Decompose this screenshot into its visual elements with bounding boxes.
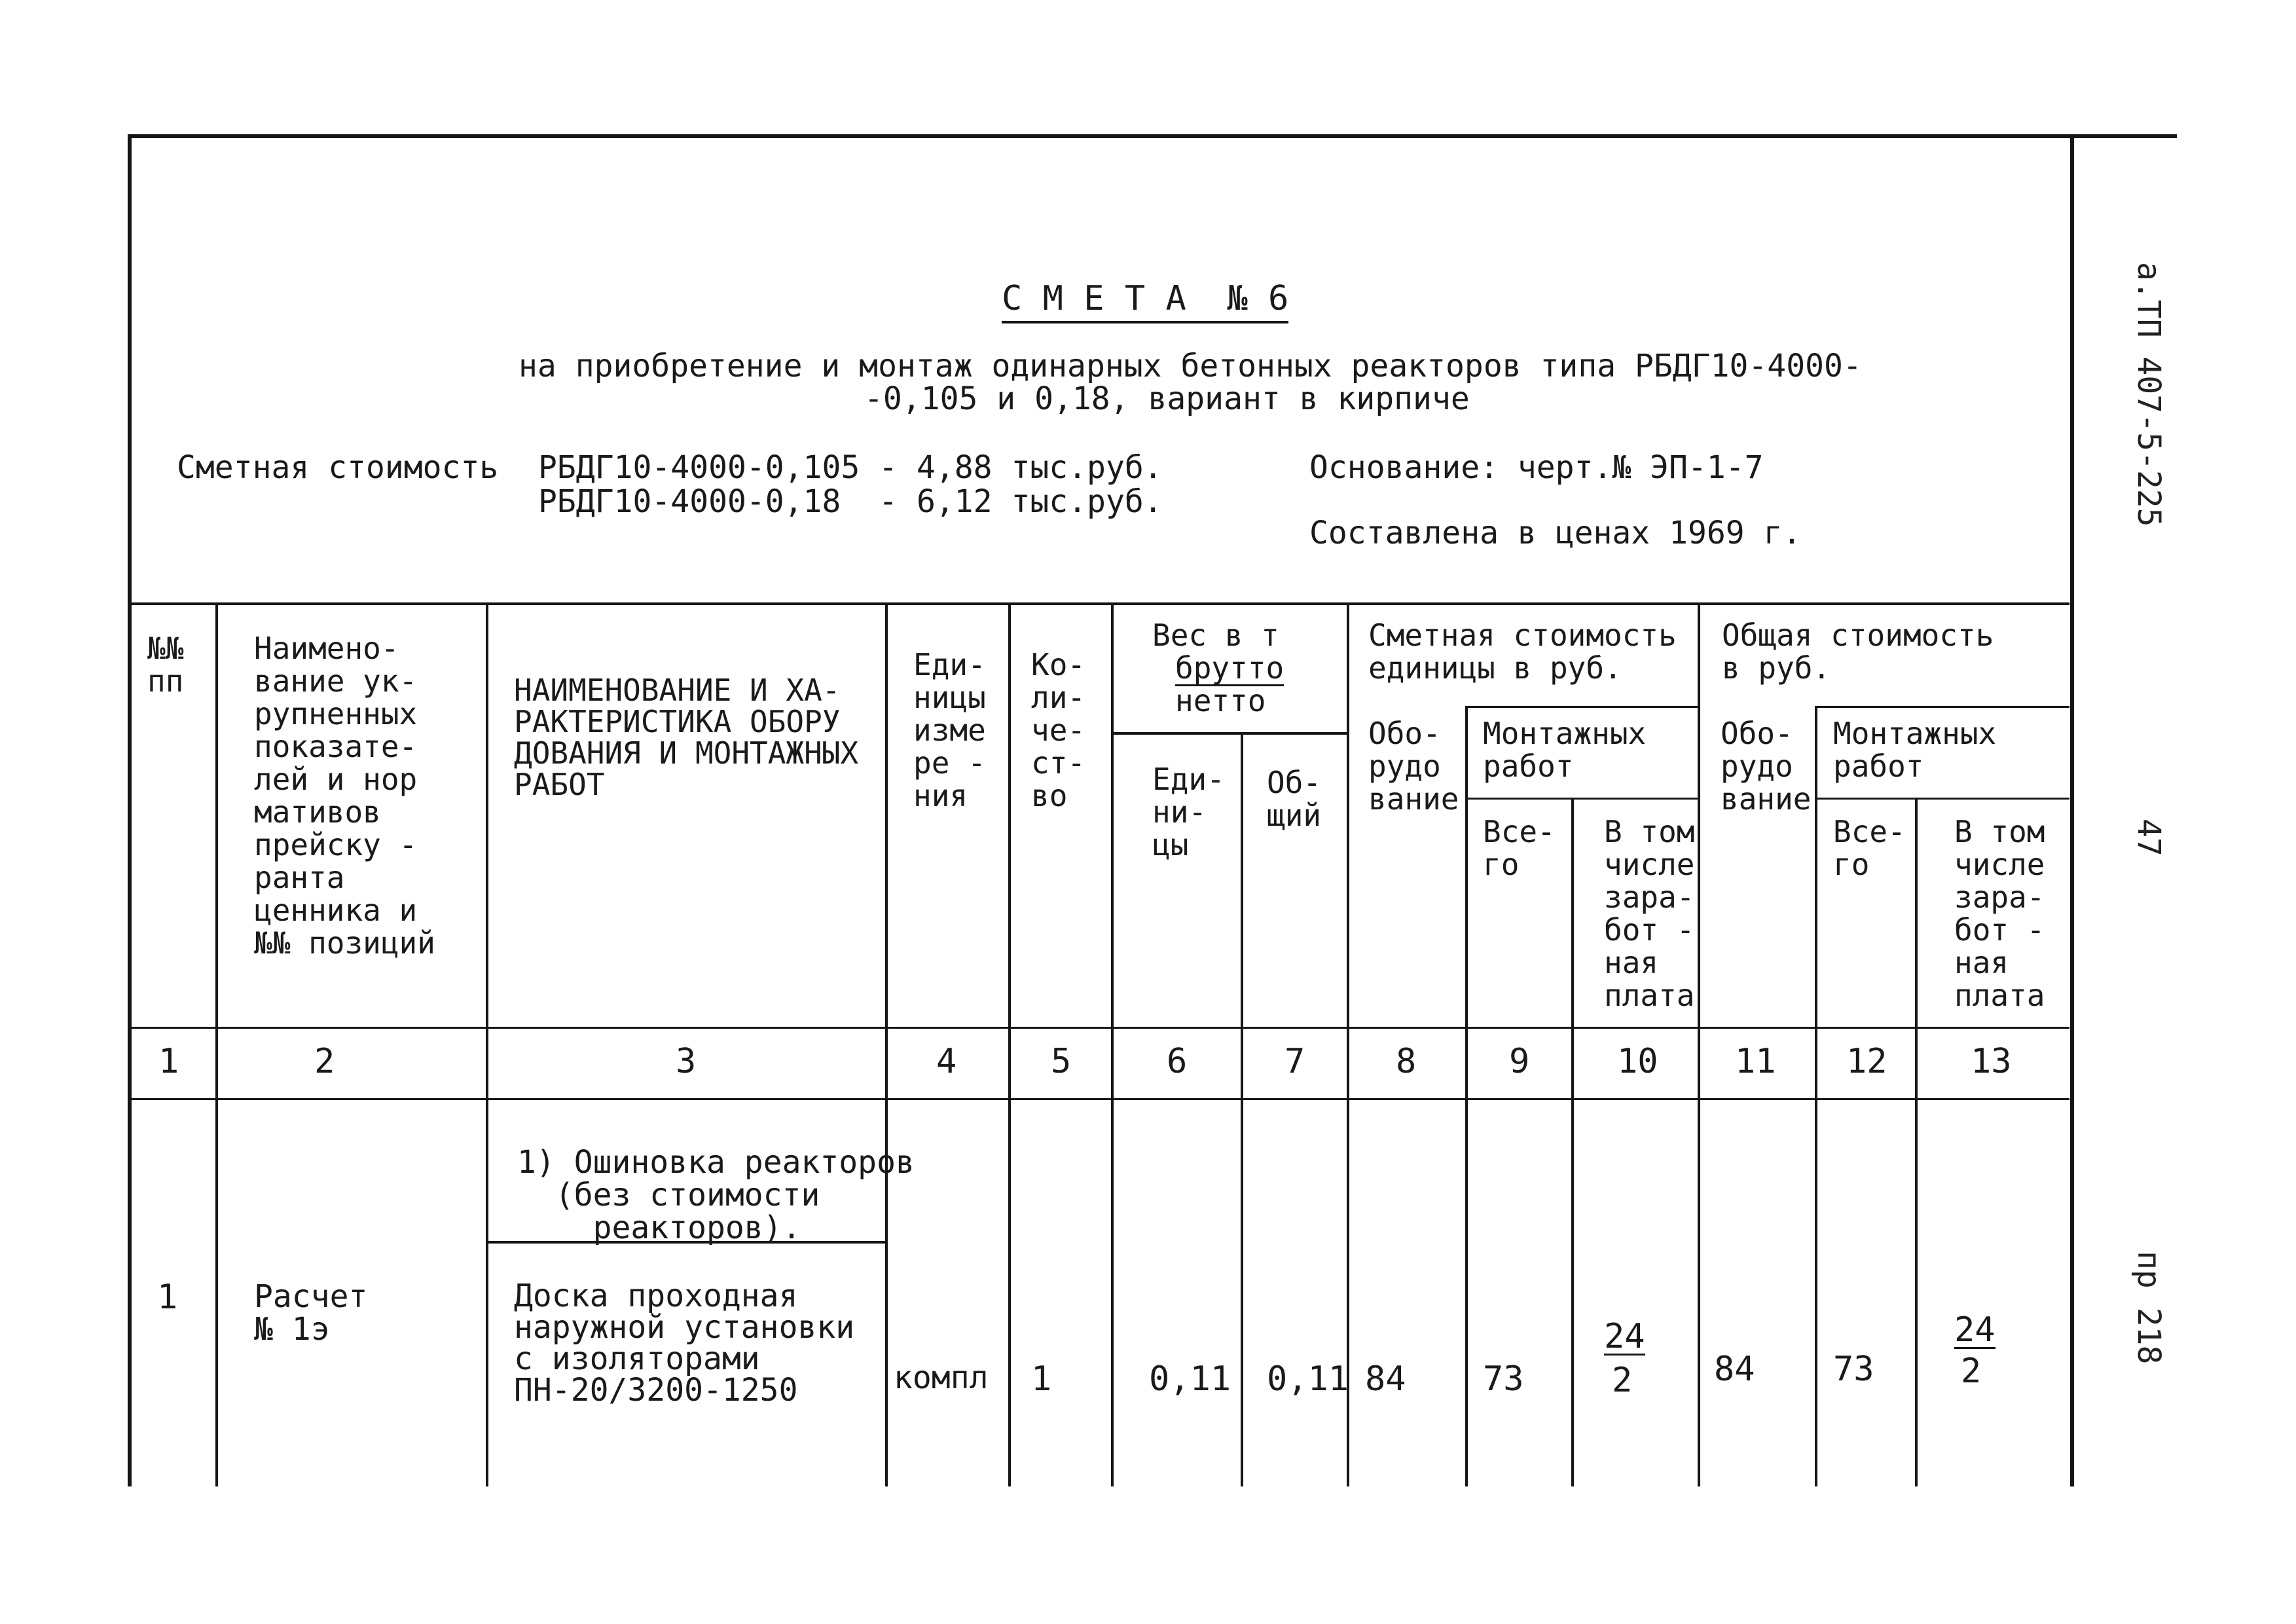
totalcost-mount-line <box>1815 798 2069 800</box>
header-weight-group: Вес в т <box>1152 618 1279 653</box>
document-title: С М Е Т А № 6 <box>1002 282 1288 323</box>
row-weight-total: 0,11 <box>1267 1359 1349 1399</box>
column-number: 4 <box>936 1042 957 1081</box>
frame-top <box>128 134 2177 138</box>
vline-3 <box>885 602 888 1486</box>
vline-7 <box>1347 602 1349 1486</box>
row-equipment-cost: 84 <box>1365 1359 1406 1399</box>
vline-9 <box>1571 799 1574 1486</box>
vline-11 <box>1815 707 1817 1486</box>
document-subtitle-line1: на приобретение и монтаж одинарных бетонных реакторов типа РБДГ10-4000- <box>519 348 1862 384</box>
vline-4 <box>1008 602 1011 1486</box>
header-weight-total: Об- щий <box>1267 765 1322 833</box>
header-weight-brutto: брутто <box>1175 650 1285 686</box>
header-total-cost-group: Общая стоимость в руб. <box>1722 618 1994 686</box>
totalcost-group-line <box>1815 706 2069 708</box>
colnum-bottom-line <box>132 1098 2069 1100</box>
header-weight-unit: Еди- ни- цы <box>1152 762 1225 862</box>
colnum-top-line <box>132 1027 2069 1029</box>
header-unit-mount-wage: В том числе зара- бот - ная плата <box>1604 814 1695 1013</box>
column-number: 5 <box>1051 1042 1072 1081</box>
column-number: 9 <box>1509 1042 1530 1081</box>
column-number: 7 <box>1285 1042 1305 1081</box>
header-num: №№ пп <box>147 631 184 699</box>
side-page: 47 <box>2130 819 2167 857</box>
column-number: 3 <box>676 1042 697 1081</box>
section-title: 1) Ошиновка реакторов (без стоимости реакторов). <box>517 1144 915 1246</box>
vline-10 <box>1698 602 1700 1486</box>
vline-6 <box>1241 733 1243 1486</box>
header-total-equipment: Обо- рудо вание <box>1721 716 1812 817</box>
column-number: 8 <box>1396 1042 1417 1081</box>
header-weight-netto: нетто <box>1175 683 1266 718</box>
vline-5 <box>1111 602 1114 1486</box>
basis-text: Основание: черт.№ ЭП-1-7 <box>1309 449 1764 486</box>
row-number: 1 <box>157 1278 178 1317</box>
vline-8 <box>1465 707 1468 1486</box>
header-total-mount-total: Все- го <box>1833 814 1906 882</box>
cost-line2: РБДГ10-4000-0,18 - 6,12 тыс.руб. <box>538 483 1163 520</box>
header-total-mount-group: Монтажных работ <box>1833 716 1997 784</box>
weight-group-line <box>1111 732 1347 735</box>
row-reference: Расчет № 1э <box>254 1278 368 1348</box>
frame-right <box>2070 134 2074 1486</box>
document-subtitle-line2: -0,105 и 0,18, вариант в кирпиче <box>864 380 1470 417</box>
header-quantity: Ко- ли- че- ст- во <box>1031 647 1086 813</box>
row-quantity: 1 <box>1031 1359 1052 1399</box>
column-number: 2 <box>314 1042 335 1081</box>
prices-text: Составлена в ценах 1969 г. <box>1309 515 1802 551</box>
column-number: 6 <box>1167 1042 1188 1081</box>
row-wage-bottom: 2 <box>1612 1361 1633 1400</box>
cost-line1: РБДГ10-4000-0,105 - 4,88 тыс.руб. <box>538 449 1163 486</box>
unitcost-mount-line <box>1465 798 1698 800</box>
column-number: 13 <box>1971 1042 2012 1081</box>
row-wage-top: 24 <box>1604 1317 1645 1356</box>
header-unit-mount-group: Монтажных работ <box>1483 716 1647 784</box>
vline-2 <box>486 602 488 1486</box>
header-unit-mount-total: Все- го <box>1483 814 1556 882</box>
row-total-wage-top: 24 <box>1954 1310 1995 1350</box>
cost-label: Сметная стоимость <box>177 449 499 486</box>
header-unit-equipment: Обо- рудо вание <box>1368 716 1459 817</box>
row-description: Доска проходная наружной установки с изоляторами ПН-20/3200-1250 <box>514 1278 855 1409</box>
table-top-line <box>132 602 2069 605</box>
row-total-wage-bottom: 2 <box>1961 1352 1982 1391</box>
column-number: 10 <box>1617 1042 1658 1081</box>
column-number: 12 <box>1846 1042 1887 1081</box>
vline-1 <box>215 602 218 1486</box>
side-code: а.ТП 407-5-225 <box>2130 262 2167 527</box>
header-unit: Еди- ницы изме ре - ния <box>913 647 986 813</box>
frame-left <box>128 134 132 1486</box>
row-weight-unit: 0,11 <box>1149 1359 1231 1399</box>
header-description: НАИМЕНОВАНИЕ И ХА- РАКТЕРИСТИКА ОБОРУ ДОВАНИЯ И МОНТАЖНЫХ РАБОТ <box>514 673 859 802</box>
row-total-equipment: 84 <box>1714 1350 1755 1389</box>
row-total-mount: 73 <box>1833 1350 1874 1389</box>
header-unit-cost-group: Сметная стоимость единицы в руб. <box>1368 618 1677 686</box>
unitcost-group-line <box>1465 706 1698 708</box>
header-total-mount-wage: В том числе зара- бот - ная плата <box>1954 814 2045 1013</box>
vline-12 <box>1915 799 1918 1486</box>
header-reference: Наимено- вание ук- рупненных показате- лей и нор мативов прейску - ранта ценника и №№ позиций <box>254 631 435 961</box>
row-unit: компл <box>894 1359 989 1396</box>
side-stamp: пр 218 <box>2130 1251 2167 1365</box>
column-number: 11 <box>1735 1042 1776 1081</box>
row-mount-total: 73 <box>1483 1359 1524 1399</box>
column-number: 1 <box>158 1042 179 1081</box>
